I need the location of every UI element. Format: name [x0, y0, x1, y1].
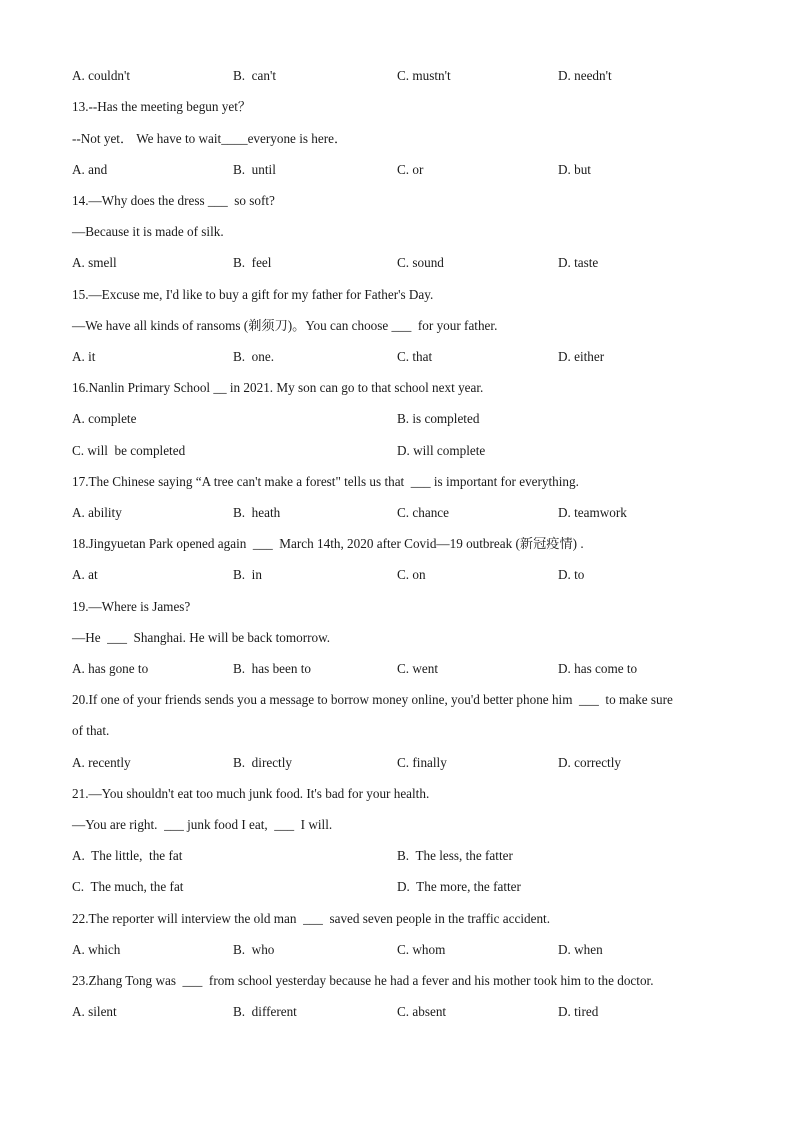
- q14-stem: 14.—Why does the dress ___ so soft?: [72, 193, 275, 208]
- option-b[interactable]: B. is completed: [397, 411, 480, 426]
- option-d[interactable]: D. taste: [558, 255, 599, 270]
- option-c[interactable]: C. went: [397, 661, 439, 676]
- q16-stem: 16.Nanlin Primary School __ in 2021. My son can go to that school next year.: [72, 380, 484, 395]
- q12-options: [72, 68, 732, 84]
- option-a[interactable]: A. silent: [72, 1004, 117, 1019]
- option-b[interactable]: B. different: [233, 1004, 297, 1019]
- option-c[interactable]: C. The much, the fat: [72, 879, 184, 894]
- option-a[interactable]: A. The little, the fat: [72, 848, 183, 863]
- q15-stem: 15.—Excuse me, I'd like to buy a gift for my father for Father's Day.: [72, 287, 434, 302]
- option-c[interactable]: C. whom: [397, 942, 446, 957]
- option-c[interactable]: C. mustn't: [397, 68, 451, 83]
- q20-options: [72, 755, 732, 771]
- q23-options: [72, 1004, 732, 1020]
- option-a[interactable]: A. it: [72, 349, 96, 364]
- option-c[interactable]: C. or: [397, 162, 424, 177]
- q16-options-row2: [72, 443, 732, 459]
- q13-line2: --Not yet． We have to wait____everyone is here．: [72, 131, 348, 146]
- option-d[interactable]: D. has come to: [558, 661, 638, 676]
- option-b[interactable]: B. in: [233, 567, 262, 582]
- q17-stem: 17.The Chinese saying “A tree can't make a forest" tells us that ___ is important for everything.: [72, 474, 579, 489]
- q19-options: [72, 661, 732, 677]
- option-c[interactable]: C. sound: [397, 255, 444, 270]
- option-b[interactable]: B. The less, the fatter: [397, 848, 513, 863]
- q20-stem: 20.If one of your friends sends you a message to borrow money online, you'd better phone him ___ to make sure: [72, 692, 673, 707]
- option-a[interactable]: A. ability: [72, 505, 122, 520]
- q15-line2: —We have all kinds of ransoms (剃须刀)。You can choose ___ for your father.: [72, 318, 498, 333]
- q22-options: [72, 942, 732, 958]
- option-a[interactable]: A. which: [72, 942, 121, 957]
- q14-options: [72, 255, 732, 271]
- option-b[interactable]: B. has been to: [233, 661, 312, 676]
- option-b[interactable]: B. feel: [233, 255, 272, 270]
- q21-line2: —You are right. ___ junk food I eat, ___ I will.: [72, 817, 333, 832]
- option-c[interactable]: C. chance: [397, 505, 449, 520]
- option-b[interactable]: B. directly: [233, 755, 292, 770]
- option-a[interactable]: A. and: [72, 162, 108, 177]
- option-a[interactable]: A. at: [72, 567, 98, 582]
- q20-line2: of that.: [72, 723, 110, 738]
- option-d[interactable]: D. either: [558, 349, 605, 364]
- q18-options: [72, 567, 732, 583]
- option-d[interactable]: D. The more, the fatter: [397, 879, 521, 894]
- q18-stem: 18.Jingyuetan Park opened again ___ March 14th, 2020 after Covid—19 outbreak (新冠疫情) .: [72, 536, 584, 551]
- q13-options: [72, 162, 732, 178]
- option-c[interactable]: C. that: [397, 349, 433, 364]
- option-d[interactable]: D. when: [558, 942, 603, 957]
- option-d[interactable]: D. correctly: [558, 755, 621, 770]
- option-c[interactable]: C. on: [397, 567, 426, 582]
- q22-stem: 22.The reporter will interview the old man ___ saved seven people in the traffic accident.: [72, 911, 551, 926]
- option-d[interactable]: D. needn't: [558, 68, 612, 83]
- q21-options-row2: [72, 879, 732, 895]
- option-a[interactable]: A. couldn't: [72, 68, 131, 83]
- option-d[interactable]: D. but: [558, 162, 591, 177]
- option-a[interactable]: A. has gone to: [72, 661, 149, 676]
- option-d[interactable]: D. tired: [558, 1004, 599, 1019]
- q19-line2: —He ___ Shanghai. He will be back tomorrow.: [72, 630, 331, 645]
- q13-stem: 13.--Has the meeting begun yet？: [72, 99, 252, 114]
- option-d[interactable]: D. teamwork: [558, 505, 627, 520]
- option-d[interactable]: D. to: [558, 567, 585, 582]
- option-a[interactable]: A. smell: [72, 255, 117, 270]
- q17-options: [72, 505, 732, 521]
- option-c[interactable]: C. absent: [397, 1004, 447, 1019]
- q15-options: [72, 349, 732, 365]
- option-b[interactable]: B. can't: [233, 68, 277, 83]
- q19-stem: 19.—Where is James?: [72, 599, 191, 614]
- option-b[interactable]: B. heath: [233, 505, 281, 520]
- q23-stem: 23.Zhang Tong was ___ from school yesterday because he had a fever and his mother took him to the doctor.: [72, 973, 654, 988]
- q21-stem: 21.—You shouldn't eat too much junk food. It's bad for your health.: [72, 786, 430, 801]
- option-b[interactable]: B. one.: [233, 349, 275, 364]
- option-a[interactable]: A. complete: [72, 411, 137, 426]
- q21-options-row1: [72, 848, 732, 864]
- q16-options-row1: [72, 411, 732, 427]
- option-b[interactable]: B. until: [233, 162, 276, 177]
- option-c[interactable]: C. finally: [397, 755, 447, 770]
- q14-line2: —Because it is made of silk.: [72, 224, 224, 239]
- option-c[interactable]: C. will be completed: [72, 443, 186, 458]
- option-d[interactable]: D. will complete: [397, 443, 486, 458]
- option-a[interactable]: A. recently: [72, 755, 131, 770]
- option-b[interactable]: B. who: [233, 942, 275, 957]
